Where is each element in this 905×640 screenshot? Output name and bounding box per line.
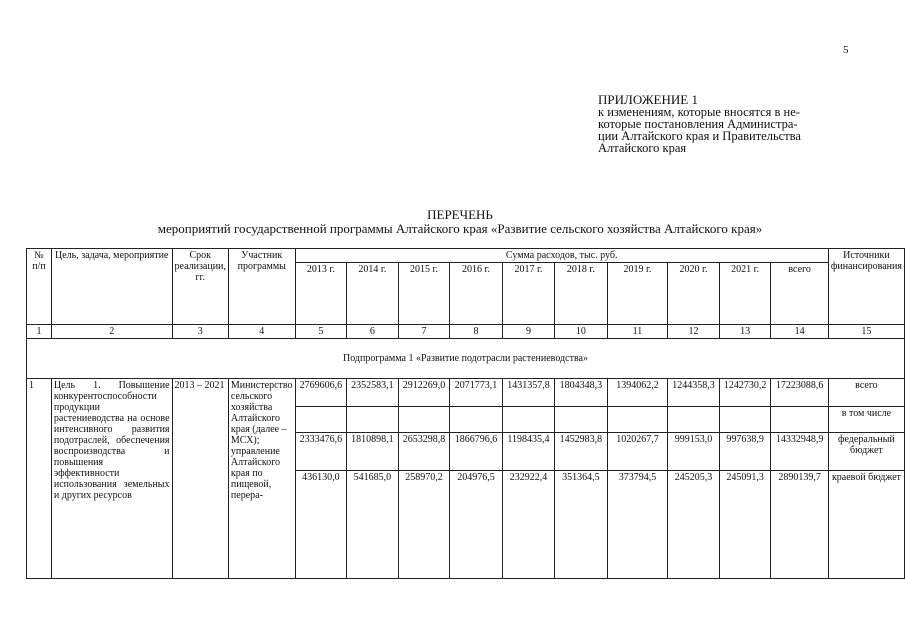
- col-number: 6: [347, 325, 399, 339]
- subprogram-row: [27, 339, 905, 379]
- value-cell: 1198435,4: [502, 433, 554, 471]
- col-number: 3: [172, 325, 228, 339]
- data-row-total: [27, 379, 905, 407]
- header-year: 2017 г.: [502, 263, 554, 325]
- appendix-line: ции Алтайского края и Правительства: [598, 129, 801, 143]
- header-year: 2014 г.: [347, 263, 399, 325]
- source-label: в том числе: [828, 407, 904, 433]
- value-cell: [668, 407, 720, 433]
- value-cell: 373794,5: [607, 471, 668, 579]
- value-cell: 204976,5: [450, 471, 502, 579]
- value-cell: 1020267,7: [607, 433, 668, 471]
- header-year: 2020 г.: [668, 263, 720, 325]
- value-cell-total: 14332948,9: [771, 433, 828, 471]
- value-cell: 1242730,2: [719, 379, 771, 407]
- header-year: 2019 г.: [607, 263, 668, 325]
- col-number: 11: [607, 325, 668, 339]
- value-cell: [607, 407, 668, 433]
- value-cell: 258970,2: [398, 471, 450, 579]
- document-title: [60, 208, 860, 236]
- value-cell: 1810898,1: [347, 433, 399, 471]
- col-number: 12: [668, 325, 720, 339]
- header-goal: Цель, задача, мероприятие: [51, 249, 172, 325]
- value-cell: 2071773,1: [450, 379, 502, 407]
- value-cell: 2352583,1: [347, 379, 399, 407]
- column-numbers-row: [27, 325, 905, 339]
- col-number: 15: [828, 325, 904, 339]
- header-year: 2018 г.: [555, 263, 607, 325]
- value-cell: 997638,9: [719, 433, 771, 471]
- appendix-block: [598, 94, 860, 154]
- value-cell: 541685,0: [347, 471, 399, 579]
- value-cell: 436130,0: [295, 471, 347, 579]
- header-year: 2016 г.: [450, 263, 502, 325]
- value-cell-total: 17223088,6: [771, 379, 828, 407]
- header-year: 2021 г.: [719, 263, 771, 325]
- value-cell: [450, 407, 502, 433]
- page-number: 5: [843, 44, 849, 56]
- col-number: 10: [555, 325, 607, 339]
- value-cell: [719, 407, 771, 433]
- col-number: 14: [771, 325, 828, 339]
- subprogram-title: Подпрограмма 1 «Развитие подотрасли растениеводства»: [27, 339, 905, 379]
- source-label: всего: [828, 379, 904, 407]
- value-cell: [398, 407, 450, 433]
- row-goal: Цель 1. Повышение конкурентоспособности продукции растениеводства на основе интенсивного развития подотраслей, обеспечения воспроизводства и повышения эффективности использования земельных и других ресурсов: [51, 379, 172, 579]
- value-cell: 1244358,3: [668, 379, 720, 407]
- source-label: краевой бюджет: [828, 471, 904, 579]
- value-cell: 2912269,0: [398, 379, 450, 407]
- header-term: Срок реализации, гг.: [172, 249, 228, 325]
- value-cell: [502, 407, 554, 433]
- value-cell: 1431357,8: [502, 379, 554, 407]
- value-cell: 232922,4: [502, 471, 554, 579]
- appendix-line: к изменениям, которые вносятся в не-: [598, 105, 800, 119]
- value-cell: 1452983,8: [555, 433, 607, 471]
- title-line-1: ПЕРЕЧЕНЬ: [427, 207, 493, 222]
- header-participant: Участник программы: [228, 249, 295, 325]
- value-cell: 999153,0: [668, 433, 720, 471]
- value-cell: 245205,3: [668, 471, 720, 579]
- value-cell: 351364,5: [555, 471, 607, 579]
- value-cell-total: [771, 407, 828, 433]
- header-num: № п/п: [27, 249, 52, 325]
- header-year: 2013 г.: [295, 263, 347, 325]
- value-cell: 2653298,8: [398, 433, 450, 471]
- value-cell: 245091,3: [719, 471, 771, 579]
- appendix-heading: ПРИЛОЖЕНИЕ 1: [598, 92, 698, 107]
- col-number: 5: [295, 325, 347, 339]
- header-year: 2015 г.: [398, 263, 450, 325]
- value-cell: 1804348,3: [555, 379, 607, 407]
- value-cell: [555, 407, 607, 433]
- row-number: 1: [27, 379, 52, 579]
- value-cell: 1866796,6: [450, 433, 502, 471]
- title-line-2: мероприятий государственной программы Алтайского края «Развитие сельского хозяйства Алтайского края»: [157, 221, 763, 236]
- measures-table: [26, 248, 905, 579]
- value-cell: 2333476,6: [295, 433, 347, 471]
- col-number: 8: [450, 325, 502, 339]
- source-label: федеральный бюджет: [828, 433, 904, 471]
- header-source: Источники финансирования: [828, 249, 904, 325]
- value-cell: [347, 407, 399, 433]
- col-number: 1: [27, 325, 52, 339]
- appendix-line: которые постановления Администра-: [598, 117, 798, 131]
- appendix-line: Алтайского края: [598, 141, 687, 155]
- col-number: 13: [719, 325, 771, 339]
- value-cell: 2769606,6: [295, 379, 347, 407]
- col-number: 4: [228, 325, 295, 339]
- value-cell-total: 2890139,7: [771, 471, 828, 579]
- value-cell: [295, 407, 347, 433]
- col-number: 9: [502, 325, 554, 339]
- header-row: [27, 249, 905, 263]
- col-number: 7: [398, 325, 450, 339]
- header-expenses: Сумма расходов, тыс. руб.: [295, 249, 828, 263]
- row-term: 2013 – 2021: [172, 379, 228, 579]
- col-number: 2: [51, 325, 172, 339]
- value-cell: 1394062,2: [607, 379, 668, 407]
- header-year-total: всего: [771, 263, 828, 325]
- row-participant: Министерство сельского хозяйства Алтайского края (далее – МСХ); управление Алтайского края по пищевой, перера-: [228, 379, 295, 579]
